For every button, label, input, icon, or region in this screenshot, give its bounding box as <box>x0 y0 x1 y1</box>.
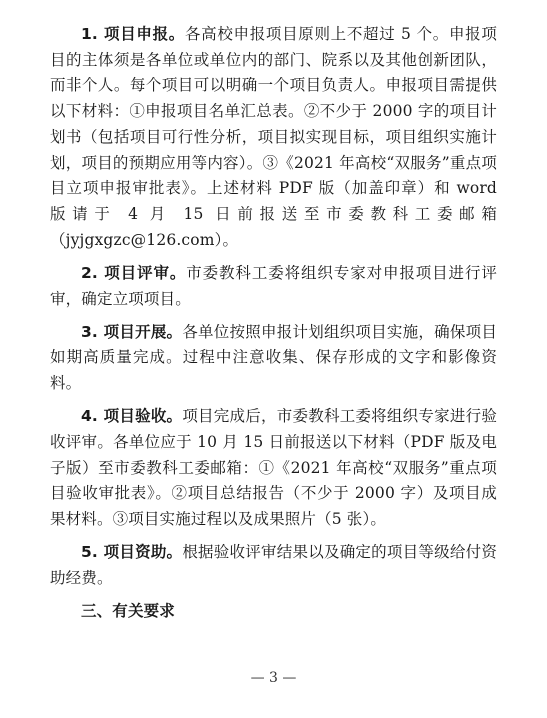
item-5-text: 根据验收评审结果以及确定的项目等级给付资助经费。 <box>50 543 497 588</box>
section-heading: 三、有关要求 <box>81 602 175 621</box>
item-5-paragraph <box>50 540 497 591</box>
item-4-lead: 4. 项目验收。 <box>81 407 183 426</box>
item-4-text: 项目完成后，市委教科工委将组织专家进行验收评审。各单位应于 10 月 15 日前报送以下材料（PDF 版及电子版）至市委教科工委邮箱：①《2021 年高校“双服务”重点项目验收审批表》。②项目总结报告（不少于 2000 字）及项目成果材料。③项目实施过程以及成果照片（5 张）。 <box>50 407 497 529</box>
page-number: — 3 — <box>250 670 297 686</box>
item-3-paragraph <box>50 320 497 397</box>
item-5-lead: 5. 项目资助。 <box>81 543 183 562</box>
item-2-text: 市委教科工委将组织专家对申报项目进行评审，确定立项项目。 <box>50 263 497 308</box>
item-1-paragraph <box>50 22 497 253</box>
item-4-paragraph <box>50 404 497 533</box>
item-3-lead: 3. 项目开展。 <box>81 322 183 341</box>
item-2-lead: 2. 项目评审。 <box>81 263 187 282</box>
item-2-paragraph <box>50 261 497 312</box>
item-1-text: 各高校申报项目原则上不超过 5 个。申报项目的主体须是各单位或单位内的部门、院系以及其他创新团队，而非个人。每个项目可以明确一个项目负责人。申报项目需提供以下材料：①申报项目名单汇总表。②不少于 2000 字的项目计划书（包括项目可行性分析，项目拟实现目标，项目组织实施计划，项目的预期应用等内容）。③《2021 年高校“双服务”重点项目立项申报审批表》。上述材料 PDF 版（加盖印章）和 word 版请于 4 月 15 日前报送至市委教科工委邮箱（jyjgxgzc@126.com）。 <box>50 25 497 249</box>
item-3-text: 各单位按照申报计划组织项目实施，确保项目如期高质量完成。过程中注意收集、保存形成的文字和影像资料。 <box>50 322 497 393</box>
item-1-lead: 1. 项目申报。 <box>81 25 185 43</box>
document-body <box>50 22 497 625</box>
